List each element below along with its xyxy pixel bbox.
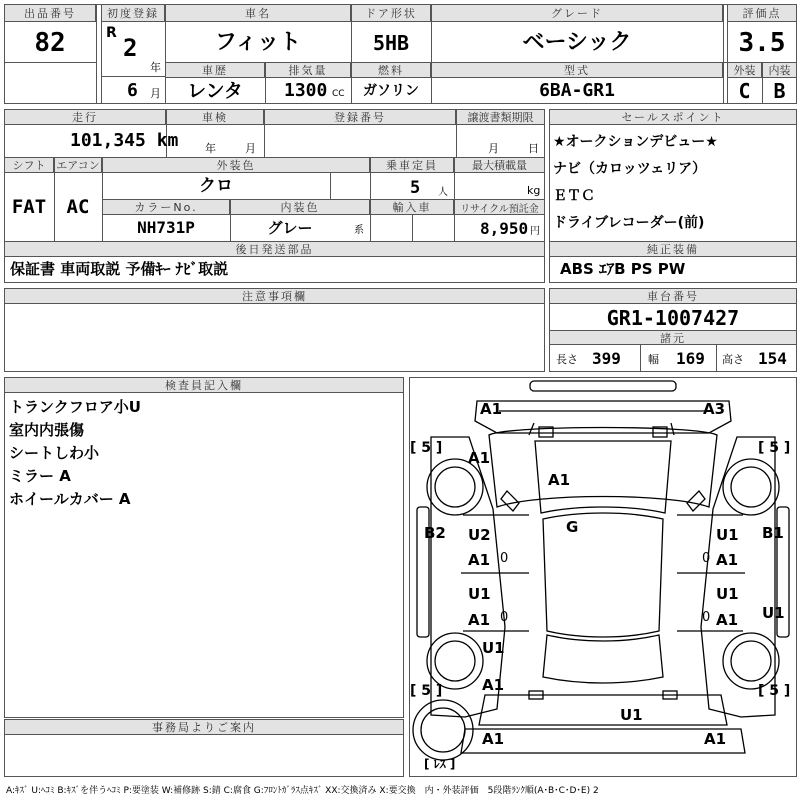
lot-no-value: 82: [34, 28, 66, 58]
genuine-value: ABS ｴｱB PS PW: [560, 260, 686, 278]
cc-unit: CC: [332, 89, 345, 99]
year-unit: 年: [150, 61, 161, 74]
office-header: 事務局よりご案内: [4, 719, 404, 735]
chassis-no-value: GR1-1007427: [606, 306, 740, 330]
sales-points-header: セールスポイント: [549, 109, 797, 125]
mark-zero: 0: [702, 610, 711, 625]
recycle-header: リサイクル預託金: [454, 199, 545, 215]
divider: [96, 4, 97, 104]
chassis-header: 車台番号: [549, 288, 797, 304]
width-value: 169: [676, 349, 705, 368]
sales-point-item: ＥＴＣ: [553, 188, 595, 204]
divider: [101, 76, 165, 77]
registration-header: 登録番号: [264, 109, 456, 125]
kei-unit: 系: [354, 225, 364, 236]
tire-rear-left: [ 5 ]: [410, 683, 443, 699]
inspector-notes-list: [9, 396, 141, 509]
inspection-month-unit: 月: [245, 142, 256, 155]
exterior-header: 外装: [727, 62, 762, 78]
max-load-header: 最大積載量: [454, 157, 545, 173]
transfer-day-unit: 日: [528, 142, 539, 155]
int-color-value: グレー: [267, 218, 313, 237]
divider: [412, 215, 413, 241]
divider: [723, 4, 724, 104]
width-label: 幅: [648, 353, 659, 366]
import-header: 輸入車: [370, 199, 454, 215]
later-parts-value: 保証書 車両取説 予備ｷｰ ﾅﾋﾞ取説: [10, 260, 229, 278]
mark-left-front-door-top: U2: [468, 526, 491, 544]
door-value: 5HB: [372, 31, 410, 55]
spare-tire: [ ﾚｽ ]: [424, 757, 456, 771]
dims-header: 諸元: [549, 330, 797, 345]
displacement-header: 排気量: [265, 62, 351, 78]
sales-point-item: ★オークションデビュー★: [553, 134, 718, 150]
divider: [264, 109, 265, 157]
divider: [265, 62, 266, 104]
displacement-value: 1300: [284, 80, 328, 101]
mark-left-quarter: A1: [482, 676, 505, 694]
ext-color-header: 外装色: [102, 157, 370, 173]
month-unit: 月: [150, 87, 161, 100]
legend-footer: A:ｷｽﾞ U:ﾍｺﾐ B:ｷｽﾞを伴うﾍｺﾐ P:要塗装 W:補修跡 S:錆 C:腐食 G:ﾌﾛﾝﾄｶﾞﾗｽ点ｷｽﾞ XX:交換済み X:要交換 内・外装評価 5段階ﾗﾝｸ順(A･B･C･D･E) 2: [6, 786, 599, 796]
interior-grade-value: B: [773, 79, 786, 103]
mark-rear-right: A1: [704, 730, 727, 748]
divider: [456, 109, 457, 157]
sales-point-item: ナビ（カロッツェリア）: [553, 161, 707, 177]
mark-right-rear-side: U1: [762, 604, 785, 622]
later-parts-header: 後日発送部品: [4, 241, 545, 257]
mark-right-front-door: A1: [716, 551, 739, 569]
color-no-header: カラーNo.: [102, 199, 230, 215]
inspector-note: シートしわ小: [9, 444, 100, 462]
divider: [640, 345, 641, 372]
color-no-value: NH731P: [137, 218, 195, 237]
history-value: レンタ: [187, 79, 243, 102]
mark-zero: 0: [702, 551, 711, 566]
mark-rear-bumper: U1: [620, 706, 643, 724]
inspector-note: トランクフロア小U: [9, 398, 141, 416]
door-header: ドア形状: [351, 4, 431, 22]
mark-right-front-door-top: U1: [716, 526, 739, 544]
transfer-month-unit: 月: [488, 142, 499, 155]
shift-value: FAT: [11, 195, 47, 218]
mark-front-right: A3: [703, 400, 726, 418]
mileage-value: 101,345 km: [70, 130, 179, 151]
inspection-year-unit: 年: [205, 142, 216, 155]
exterior-grade-value: C: [738, 79, 751, 103]
capacity-value: 5: [410, 178, 421, 198]
height-value: 154: [758, 349, 787, 368]
tire-front-left: [ 5 ]: [410, 440, 443, 456]
mark-left-rear-fender: U1: [482, 639, 505, 657]
mark-rear-left: A1: [482, 730, 505, 748]
fuel-value: ガソリン: [363, 83, 419, 99]
length-label: 長さ: [556, 353, 578, 366]
mark-left-front-door: A1: [468, 551, 491, 569]
inspector-header: 検査員記入欄: [4, 377, 404, 393]
mark-left-rear-door-top: U1: [468, 585, 491, 603]
fuel-header: 燃料: [351, 62, 431, 78]
divider: [716, 345, 717, 372]
int-color-header: 内装色: [230, 199, 370, 215]
divider: [330, 173, 331, 199]
first-reg-header: 初度登録: [101, 4, 165, 22]
sales-point-item: ドライブレコーダー(前): [553, 215, 705, 231]
score-value: 3.5: [738, 28, 786, 58]
tire-rear-right: [ 5 ]: [758, 683, 791, 699]
interior-header: 内装: [762, 62, 797, 78]
inspection-header: 車検: [166, 109, 264, 125]
kg-unit: kg: [527, 184, 541, 197]
score-header: 評価点: [727, 4, 797, 22]
genuine-header: 純正装備: [549, 241, 797, 257]
aircon-header: エアコン: [54, 157, 102, 173]
car-name-header: 車名: [165, 4, 351, 22]
ext-color-value: クロ: [199, 175, 233, 196]
mark-zero: 0: [500, 551, 509, 566]
shift-header: シフト: [4, 157, 54, 173]
model-value: 6BA-GR1: [539, 80, 615, 101]
model-header: 型式: [431, 62, 723, 78]
history-header: 車歴: [165, 62, 265, 78]
mark-right-rear-door: A1: [716, 611, 739, 629]
mark-left-side: B2: [424, 524, 446, 542]
grade-header: グレード: [431, 4, 723, 22]
mark-front-left: A1: [480, 400, 503, 418]
grade-value: ベーシック: [522, 30, 632, 55]
height-label: 高さ: [722, 353, 744, 366]
sales-points-list: [553, 131, 718, 232]
persons-unit: 人: [438, 187, 448, 198]
lot-no-header: 出品番号: [4, 4, 96, 22]
capacity-header: 乗車定員: [370, 157, 454, 173]
recycle-value: 8,950: [480, 219, 529, 238]
yen-unit: 円: [530, 226, 540, 237]
year-value: 2: [123, 34, 138, 62]
divider: [4, 62, 96, 63]
mark-right-side: B1: [762, 524, 784, 542]
era-value: R: [106, 25, 117, 41]
mark-roof: G: [566, 518, 579, 536]
aircon-value: AC: [66, 195, 90, 218]
divider: [101, 4, 102, 104]
car-name-value: フィット: [214, 30, 302, 55]
mark-hood: A1: [548, 471, 571, 489]
mark-left-fender: A1: [468, 449, 491, 467]
transfer-header: 譲渡書類期限: [456, 109, 545, 125]
inspector-note: 室内内張傷: [9, 421, 85, 439]
length-value: 399: [592, 349, 621, 368]
notes-header: 注意事項欄: [4, 288, 545, 304]
car-diagram: [409, 377, 797, 777]
mark-zero: 0: [500, 610, 509, 625]
mark-right-rear-door-top: U1: [716, 585, 739, 603]
inspector-note: ミラー A: [9, 467, 71, 485]
month-value: 6: [127, 80, 138, 101]
inspector-note: ホイールカバー A: [9, 490, 131, 508]
tire-front-right: [ 5 ]: [758, 440, 791, 456]
mileage-header: 走行: [4, 109, 166, 125]
mark-left-rear-door: A1: [468, 611, 491, 629]
